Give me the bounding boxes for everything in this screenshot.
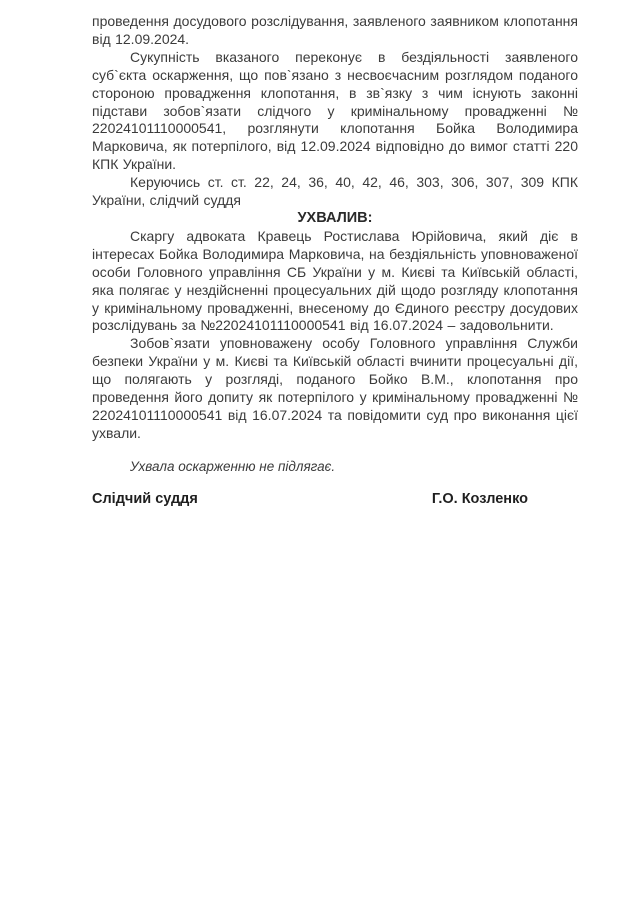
body-paragraph-conclusion: Сукупність вказаного переконує в бездіяльності заявленого суб`єкта оскарження, що пов`язано з несвоєчасним розглядом поданого стороною провадження клопотання, в зв`язку з чим існують законні підстави зобов`язати слідчого у кримінальному провадженні № 22024101110000541, розглянути клопотання Бойка Володимира Марковича, як потерпілого, від 12.09.2024 відповідно до вимог статті 220 КПК України. [92, 48, 578, 173]
resolution-heading: УХВАЛИВ: [297, 209, 373, 226]
signature-row [92, 491, 578, 509]
signature-role: Слідчий суддя [92, 490, 198, 507]
resolution-paragraph-grant-complaint: Скаргу адвоката Кравець Ростислава Юрійовича, який діє в інтересах Бойка Володимира Марковича, на бездіяльність уповноваженої особи Головного управління СБ України у м. Києві та Київській області, яка полягає у нездійсненні процесуальних дій щодо розгляду клопотання у кримінальному провадженні, внесеному до Єдиного реєстру досудових розслідувань за №22024101110000541 від 16.07.2024 – задовольнити. [92, 227, 578, 334]
signature-name: Г.О. Козленко [431, 490, 528, 507]
resolution-paragraph-obligation: Зобов`язати уповноважену особу Головного управління Служби безпеки України у м. Києві та Київській області вчинити процесуальні дії, що полягають у розгляді, поданого Бойко В.М., клопотання про проведення його допиту як потерпілого у кримінальному провадженні № 22024101110000541 від 16.07.2024 та повідомити суд про виконання цієї ухвали. [92, 335, 578, 441]
body-paragraph-continuation: проведення досудового розслідування, заявленого заявником клопотання від 12.09.2024. [92, 13, 578, 47]
body-paragraph-legal-basis: Керуючись ст. ст. 22, 24, 36, 40, 42, 46, 303, 306, 307, 309 КПК України, слідчий суддя [92, 174, 578, 209]
appeal-note: Ухвала оскарженню не підлягає. [130, 458, 336, 474]
